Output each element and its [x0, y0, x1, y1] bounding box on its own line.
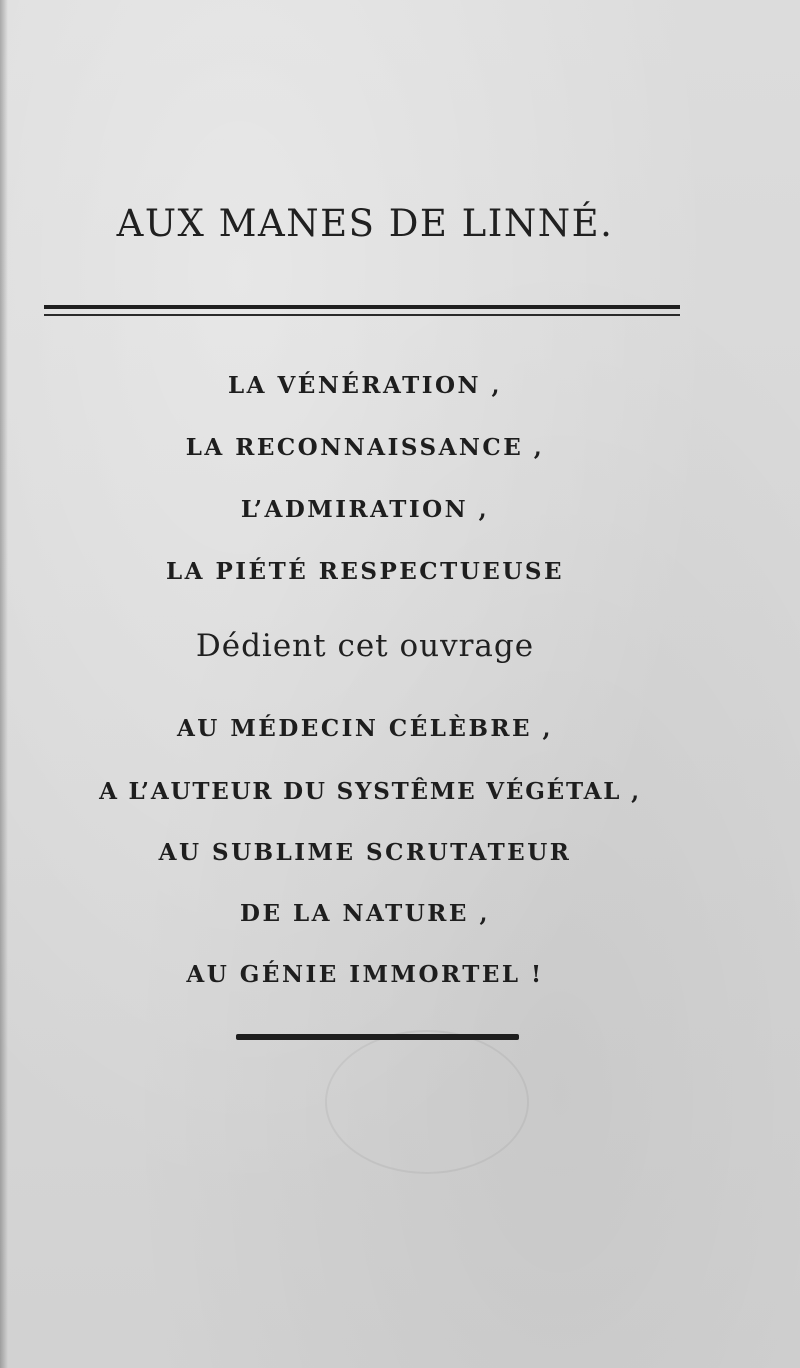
- dedication-line-dedient: Dédient cet ouvrage: [195, 628, 535, 664]
- dedication-line-medecin: AU MÉDECIN CÉLÈBRE ,: [176, 715, 554, 742]
- thin-rule: [44, 314, 680, 316]
- dedication-line-reconnaissance: LA RECONNAISSANCE ,: [185, 434, 545, 461]
- dedication-line-admiration: L’ADMIRATION ,: [240, 496, 490, 523]
- dedication-line-veneration: LA VÉNÉRATION ,: [227, 372, 503, 399]
- dedication-line-nature: DE LA NATURE ,: [240, 900, 490, 927]
- dedication-line-piete: LA PIÉTÉ RESPECTUEUSE: [165, 558, 565, 585]
- faint-stamp-mark: [325, 1030, 529, 1174]
- thick-rule: [44, 305, 680, 309]
- page-title: AUX MANES DE LINNÉ.: [116, 202, 614, 245]
- dedication-line-scrutateur: AU SUBLIME SCRUTATEUR: [158, 839, 572, 866]
- double-rule-divider: [44, 305, 680, 318]
- dedication-line-auteur: A L’AUTEUR DU SYSTÊME VÉGÉTAL ,: [99, 778, 641, 805]
- dedication-line-genie: AU GÉNIE IMMORTEL !: [186, 961, 544, 988]
- bottom-rule-divider: [236, 1034, 519, 1040]
